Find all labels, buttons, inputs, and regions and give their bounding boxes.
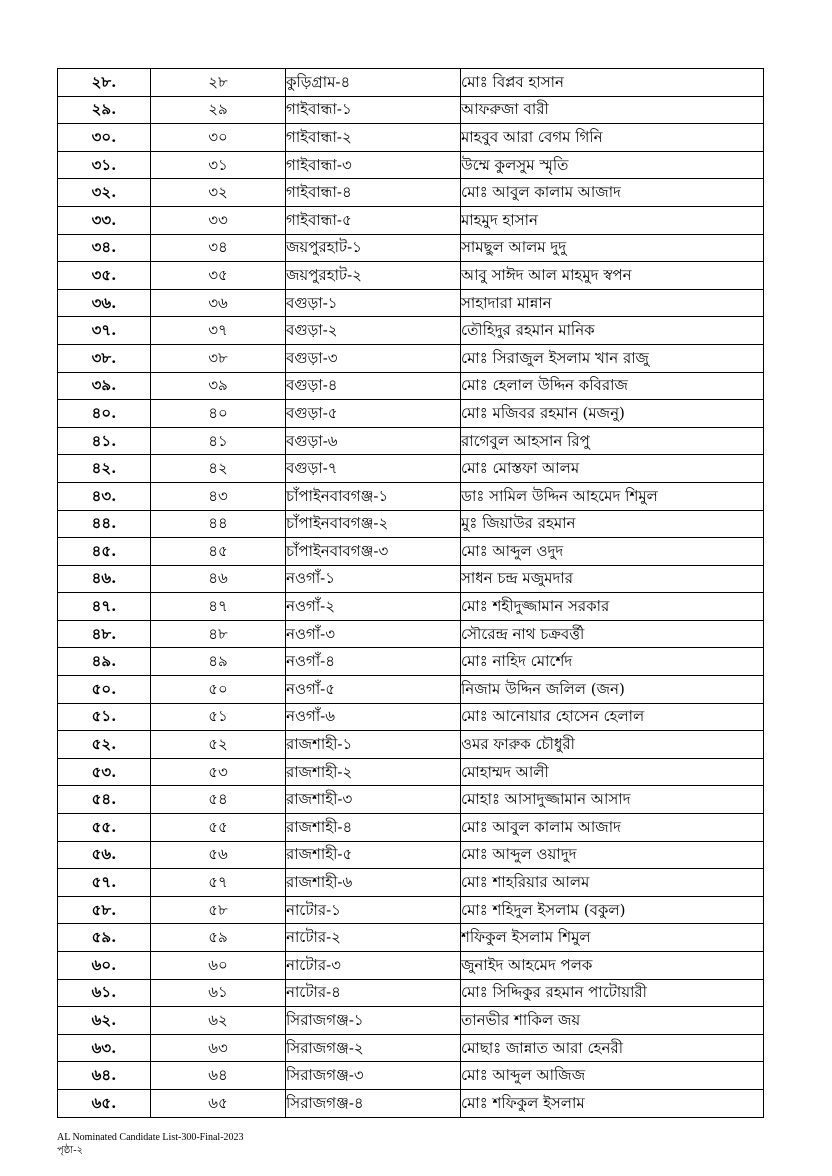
serial-cell: ৫৯.: [58, 924, 151, 952]
table-row: [58, 786, 764, 814]
constituency-cell: নাটোর-৪: [286, 979, 461, 1007]
seat-code-cell: ৩৪: [151, 234, 286, 262]
table-row: [58, 206, 764, 234]
table-row: [58, 69, 764, 97]
seat-code-cell: ২৯: [151, 96, 286, 124]
candidate-name-cell: সাহাদারা মান্নান: [461, 289, 764, 317]
seat-code-cell: ৪৭: [151, 593, 286, 621]
candidate-name-cell: মোঃ শাহরিয়ার আলম: [461, 869, 764, 897]
constituency-cell: গাইবান্ধা-৩: [286, 151, 461, 179]
constituency-cell: নওগাঁ-৫: [286, 676, 461, 704]
seat-code-cell: ৬৩: [151, 1034, 286, 1062]
table-row: [58, 344, 764, 372]
table-row: [58, 924, 764, 952]
table-row: [58, 427, 764, 455]
table-row: [58, 262, 764, 290]
serial-cell: ৬৪.: [58, 1062, 151, 1090]
table-row: [58, 510, 764, 538]
serial-cell: ৬০.: [58, 952, 151, 980]
serial-cell: ৫৬.: [58, 841, 151, 869]
candidate-name-cell: তৌহিদুর রহমান মানিক: [461, 317, 764, 345]
table-row: [58, 289, 764, 317]
seat-code-cell: ৬০: [151, 952, 286, 980]
constituency-cell: নওগাঁ-৩: [286, 620, 461, 648]
serial-cell: ৪১.: [58, 427, 151, 455]
seat-code-cell: ৩২: [151, 179, 286, 207]
seat-code-cell: ৫৭: [151, 869, 286, 897]
candidate-name-cell: সৌরেন্দ্র নাথ চক্রবর্ত্তী: [461, 620, 764, 648]
candidate-name-cell: মোছাঃ জান্নাত আরা হেনরী: [461, 1034, 764, 1062]
seat-code-cell: ৫৯: [151, 924, 286, 952]
constituency-cell: চাঁপাইনবাবগঞ্জ-৩: [286, 538, 461, 566]
table-row: [58, 979, 764, 1007]
seat-code-cell: ৬২: [151, 1007, 286, 1035]
seat-code-cell: ৪৯: [151, 648, 286, 676]
constituency-cell: বগুড়া-১: [286, 289, 461, 317]
seat-code-cell: ৩৩: [151, 206, 286, 234]
table-row: [58, 869, 764, 897]
seat-code-cell: ৪২: [151, 455, 286, 483]
candidate-table-body: [58, 69, 764, 1118]
candidate-name-cell: সাধন চন্দ্র মজুমদার: [461, 565, 764, 593]
constituency-cell: বগুড়া-২: [286, 317, 461, 345]
table-row: [58, 896, 764, 924]
seat-code-cell: ৬১: [151, 979, 286, 1007]
table-row: [58, 841, 764, 869]
seat-code-cell: ৩৬: [151, 289, 286, 317]
constituency-cell: বগুড়া-৬: [286, 427, 461, 455]
table-row: [58, 593, 764, 621]
seat-code-cell: ৪৪: [151, 510, 286, 538]
constituency-cell: বগুড়া-৩: [286, 344, 461, 372]
table-row: [58, 455, 764, 483]
table-row: [58, 952, 764, 980]
serial-cell: ২৮.: [58, 69, 151, 97]
candidate-name-cell: মোঃ শহীদুজ্জামান সরকার: [461, 593, 764, 621]
table-row: [58, 1089, 764, 1117]
constituency-cell: রাজশাহী-২: [286, 758, 461, 786]
table-row: [58, 538, 764, 566]
constituency-cell: গাইবান্ধা-৫: [286, 206, 461, 234]
table-row: [58, 96, 764, 124]
seat-code-cell: ৫৪: [151, 786, 286, 814]
seat-code-cell: ৫৩: [151, 758, 286, 786]
table-row: [58, 372, 764, 400]
candidate-name-cell: ওমর ফারুক চৌধুরী: [461, 731, 764, 759]
serial-cell: ৪৭.: [58, 593, 151, 621]
candidate-name-cell: মোঃ আবুল কালাম আজাদ: [461, 179, 764, 207]
table-row: [58, 731, 764, 759]
document-title: AL Nominated Candidate List-300-Final-2023: [57, 1132, 244, 1143]
table-row: [58, 151, 764, 179]
candidate-name-cell: মোঃ আবুল কালাম আজাদ: [461, 814, 764, 842]
table-row: [58, 1062, 764, 1090]
serial-cell: ৩১.: [58, 151, 151, 179]
constituency-cell: সিরাজগঞ্জ-৩: [286, 1062, 461, 1090]
seat-code-cell: ৪৬: [151, 565, 286, 593]
table-row: [58, 703, 764, 731]
constituency-cell: জয়পুরহাট-১: [286, 234, 461, 262]
constituency-cell: সিরাজগঞ্জ-২: [286, 1034, 461, 1062]
table-row: [58, 1034, 764, 1062]
candidate-name-cell: মোঃ নাহিদ মোর্শেদ: [461, 648, 764, 676]
constituency-cell: রাজশাহী-৬: [286, 869, 461, 897]
serial-cell: ৫৫.: [58, 814, 151, 842]
constituency-cell: কুড়িগ্রাম-৪: [286, 69, 461, 97]
serial-cell: ৫১.: [58, 703, 151, 731]
table-row: [58, 482, 764, 510]
seat-code-cell: ৩৫: [151, 262, 286, 290]
table-row: [58, 565, 764, 593]
table-row: [58, 400, 764, 428]
constituency-cell: বগুড়া-৭: [286, 455, 461, 483]
serial-cell: ৪৮.: [58, 620, 151, 648]
serial-cell: ৫৭.: [58, 869, 151, 897]
candidate-name-cell: মোঃ শহিদুল ইসলাম (বকুল): [461, 896, 764, 924]
candidate-name-cell: তানভীর শাকিল জয়: [461, 1007, 764, 1035]
serial-cell: ৪৪.: [58, 510, 151, 538]
table-row: [58, 234, 764, 262]
serial-cell: ৫০.: [58, 676, 151, 704]
constituency-cell: জয়পুরহাট-২: [286, 262, 461, 290]
seat-code-cell: ৫০: [151, 676, 286, 704]
table-row: [58, 620, 764, 648]
constituency-cell: রাজশাহী-১: [286, 731, 461, 759]
seat-code-cell: ৩১: [151, 151, 286, 179]
serial-cell: ৪২.: [58, 455, 151, 483]
serial-cell: ৬৩.: [58, 1034, 151, 1062]
constituency-cell: নওগাঁ-৬: [286, 703, 461, 731]
candidate-name-cell: মোঃ আব্দুল ওয়াদুদ: [461, 841, 764, 869]
candidate-name-cell: জুনাইদ আহমেদ পলক: [461, 952, 764, 980]
seat-code-cell: ৩৭: [151, 317, 286, 345]
seat-code-cell: ৪৩: [151, 482, 286, 510]
table-row: [58, 676, 764, 704]
constituency-cell: গাইবান্ধা-১: [286, 96, 461, 124]
seat-code-cell: ৫১: [151, 703, 286, 731]
constituency-cell: চাঁপাইনবাবগঞ্জ-২: [286, 510, 461, 538]
seat-code-cell: ৫৮: [151, 896, 286, 924]
candidate-name-cell: মাহমুদ হাসান: [461, 206, 764, 234]
serial-cell: ৫৩.: [58, 758, 151, 786]
serial-cell: ২৯.: [58, 96, 151, 124]
seat-code-cell: ৫৬: [151, 841, 286, 869]
constituency-cell: নওগাঁ-২: [286, 593, 461, 621]
serial-cell: ৫৮.: [58, 896, 151, 924]
candidate-name-cell: মোঃ মোস্তফা আলম: [461, 455, 764, 483]
serial-cell: ৩৮.: [58, 344, 151, 372]
candidate-name-cell: মোঃ আনোয়ার হোসেন হেলাল: [461, 703, 764, 731]
serial-cell: ৩৪.: [58, 234, 151, 262]
constituency-cell: নাটোর-২: [286, 924, 461, 952]
serial-cell: ৪৯.: [58, 648, 151, 676]
serial-cell: ৩৭.: [58, 317, 151, 345]
serial-cell: ৩৯.: [58, 372, 151, 400]
table-row: [58, 1007, 764, 1035]
seat-code-cell: ৪৫: [151, 538, 286, 566]
candidate-name-cell: ডাঃ সামিল উদ্দিন আহমেদ শিমুল: [461, 482, 764, 510]
constituency-cell: গাইবান্ধা-৪: [286, 179, 461, 207]
seat-code-cell: ৫২: [151, 731, 286, 759]
serial-cell: ৩০.: [58, 124, 151, 152]
serial-cell: ৪৫.: [58, 538, 151, 566]
candidate-name-cell: মোঃ হেলাল উদ্দিন কবিরাজ: [461, 372, 764, 400]
constituency-cell: রাজশাহী-৩: [286, 786, 461, 814]
seat-code-cell: ৩৯: [151, 372, 286, 400]
seat-code-cell: ৪১: [151, 427, 286, 455]
serial-cell: ৩৬.: [58, 289, 151, 317]
candidate-name-cell: শফিকুল ইসলাম শিমুল: [461, 924, 764, 952]
page-number: পৃষ্ঠা-২: [57, 1145, 84, 1156]
seat-code-cell: ৩০: [151, 124, 286, 152]
candidate-name-cell: মোঃ বিপ্লব হাসান: [461, 69, 764, 97]
candidate-name-cell: মুঃ জিয়াউর রহমান: [461, 510, 764, 538]
candidate-name-cell: মোঃ সিদ্দিকুর রহমান পাটোয়ারী: [461, 979, 764, 1007]
table-row: [58, 124, 764, 152]
seat-code-cell: ৩৮: [151, 344, 286, 372]
table-row: [58, 758, 764, 786]
table-row: [58, 648, 764, 676]
serial-cell: ৬১.: [58, 979, 151, 1007]
candidate-name-cell: মোহাম্মদ আলী: [461, 758, 764, 786]
constituency-cell: বগুড়া-৫: [286, 400, 461, 428]
serial-cell: ৩৩.: [58, 206, 151, 234]
candidate-name-cell: উম্মে কুলসুম স্মৃতি: [461, 151, 764, 179]
constituency-cell: রাজশাহী-৫: [286, 841, 461, 869]
candidate-name-cell: নিজাম উদ্দিন জলিল (জন): [461, 676, 764, 704]
constituency-cell: রাজশাহী-৪: [286, 814, 461, 842]
constituency-cell: নওগাঁ-৪: [286, 648, 461, 676]
constituency-cell: নওগাঁ-১: [286, 565, 461, 593]
candidate-name-cell: মোঃ সিরাজুল ইসলাম খান রাজু: [461, 344, 764, 372]
constituency-cell: চাঁপাইনবাবগঞ্জ-১: [286, 482, 461, 510]
candidate-name-cell: সামছুল আলম দুদু: [461, 234, 764, 262]
serial-cell: ৫২.: [58, 731, 151, 759]
constituency-cell: গাইবান্ধা-২: [286, 124, 461, 152]
seat-code-cell: ৪৮: [151, 620, 286, 648]
serial-cell: ৩৫.: [58, 262, 151, 290]
candidate-name-cell: মোঃ আব্দুল ওদুদ: [461, 538, 764, 566]
seat-code-cell: ৬৪: [151, 1062, 286, 1090]
candidate-name-cell: মাহবুব আরা বেগম গিনি: [461, 124, 764, 152]
constituency-cell: সিরাজগঞ্জ-৪: [286, 1089, 461, 1117]
seat-code-cell: ৪০: [151, 400, 286, 428]
constituency-cell: বগুড়া-৪: [286, 372, 461, 400]
serial-cell: ৩২.: [58, 179, 151, 207]
candidate-name-cell: মোহাঃ আসাদুজ্জামান আসাদ: [461, 786, 764, 814]
candidate-name-cell: রাগেবুল আহসান রিপু: [461, 427, 764, 455]
seat-code-cell: ৫৫: [151, 814, 286, 842]
candidate-name-cell: আবু সাঈদ আল মাহমুদ স্বপন: [461, 262, 764, 290]
serial-cell: ৪০.: [58, 400, 151, 428]
seat-code-cell: ৬৫: [151, 1089, 286, 1117]
constituency-cell: নাটোর-১: [286, 896, 461, 924]
table-row: [58, 317, 764, 345]
serial-cell: ৪৩.: [58, 482, 151, 510]
seat-code-cell: ২৮: [151, 69, 286, 97]
serial-cell: ৬৫.: [58, 1089, 151, 1117]
candidate-name-cell: আফরুজা বারী: [461, 96, 764, 124]
candidate-name-cell: মোঃ মজিবর রহমান (মজনু): [461, 400, 764, 428]
serial-cell: ৫৪.: [58, 786, 151, 814]
table-row: [58, 179, 764, 207]
serial-cell: ৬২.: [58, 1007, 151, 1035]
candidate-name-cell: মোঃ শফিকুল ইসলাম: [461, 1089, 764, 1117]
candidate-table: [57, 68, 764, 1118]
constituency-cell: নাটোর-৩: [286, 952, 461, 980]
candidate-name-cell: মোঃ আব্দুল আজিজ: [461, 1062, 764, 1090]
serial-cell: ৪৬.: [58, 565, 151, 593]
table-row: [58, 814, 764, 842]
constituency-cell: সিরাজগঞ্জ-১: [286, 1007, 461, 1035]
